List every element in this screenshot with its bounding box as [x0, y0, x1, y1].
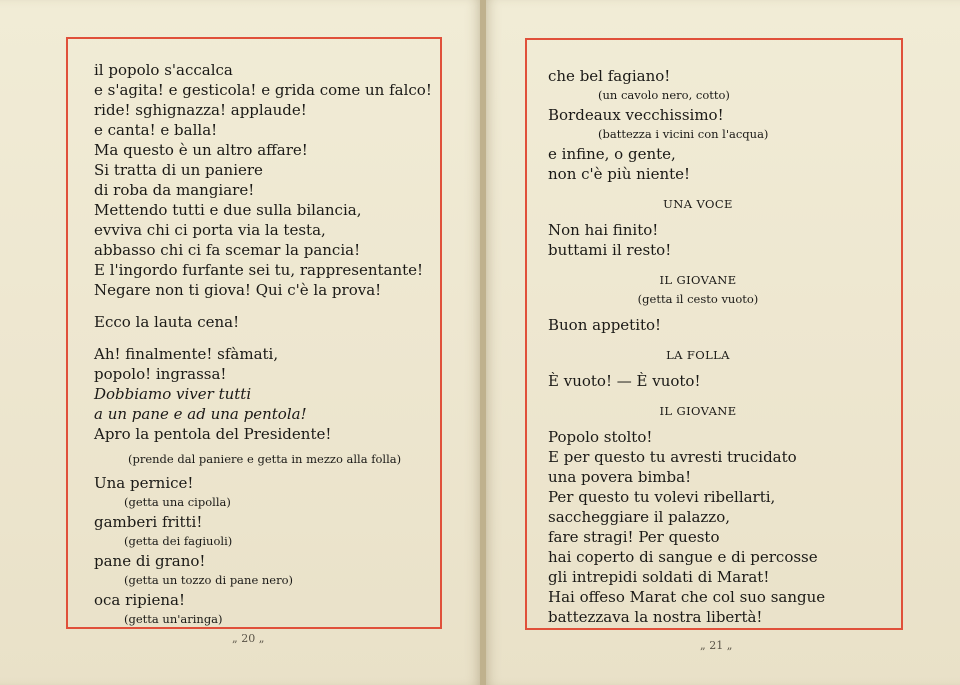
verse-line: che bel fagiano! — [548, 67, 671, 85]
stage-direction: (getta il cesto vuoto) — [637, 292, 759, 306]
stage-direction: (un cavolo nero, cotto) — [598, 88, 730, 102]
verse-line: saccheggiare il palazzo, — [548, 508, 730, 526]
verse-line: Si tratta di un paniere — [94, 161, 263, 179]
verse-line: evviva chi ci porta via la testa, — [94, 221, 326, 239]
verse-line: Non hai finito! — [548, 221, 659, 239]
verse-line: Per questo tu volevi ribellarti, — [548, 488, 776, 506]
verse-line: Buon appetito! — [548, 316, 662, 334]
book-gutter — [480, 0, 486, 685]
verse-line: una povera bimba! — [548, 468, 692, 486]
verse-line: fare stragi! Per questo — [548, 528, 720, 546]
verse-line: e s'agita! e gesticola! e grida come un falco! — [94, 81, 432, 99]
verse-line: e infine, o gente, — [548, 145, 676, 163]
verse-line: gamberi fritti! — [94, 513, 203, 531]
verse-line-italic: Dobbiamo viver tutti — [94, 385, 252, 403]
right-page-text — [548, 66, 888, 627]
page-number-left: „ 20 „ — [232, 632, 265, 645]
verse-line: Una pernice! — [94, 474, 194, 492]
verse-line: oca ripiena! — [94, 591, 186, 609]
verse-line: Popolo stolto! — [548, 428, 653, 446]
verse-line: E per questo tu avresti trucidato — [548, 448, 797, 466]
stage-direction: (prende dal paniere e getta in mezzo alla folla) — [128, 452, 402, 466]
verse-line: popolo! ingrassa! — [94, 365, 227, 383]
verse-line: battezzava la nostra libertà! — [548, 608, 763, 626]
verse-line: Ecco la lauta cena! — [94, 313, 240, 331]
verse-line: Mettendo tutti e due sulla bilancia, — [94, 201, 362, 219]
stage-direction: (battezza i vicini con l'acqua) — [598, 127, 769, 141]
verse-line: Hai offeso Marat che col suo sangue — [548, 588, 826, 606]
speaker-name: LA FOLLA — [666, 348, 730, 362]
verse-line: E l'ingordo furfante sei tu, rappresentante! — [94, 261, 424, 279]
verse-line: buttami il resto! — [548, 241, 672, 259]
verse-line: pane di grano! — [94, 552, 206, 570]
speaker-name: UNA VOCE — [663, 197, 733, 211]
stage-direction: (getta dei fagiuoli) — [124, 534, 233, 548]
verse-line: non c'è più niente! — [548, 165, 691, 183]
verse-line-italic: a un pane e ad una pentola! — [94, 405, 307, 423]
stage-direction: (getta un tozzo di pane nero) — [124, 573, 294, 587]
verse-line: Negare non ti giova! Qui c'è la prova! — [94, 281, 382, 299]
verse-line: Ah! finalmente! sfàmati, — [94, 345, 279, 363]
verse-line: abbasso chi ci fa scemar la pancia! — [94, 241, 361, 259]
verse-line: e canta! e balla! — [94, 121, 218, 139]
verse-line: gli intrepidi soldati di Marat! — [548, 568, 770, 586]
speaker-name: IL GIOVANE — [659, 273, 737, 287]
verse-line: Apro la pentola del Presidente! — [94, 425, 332, 443]
verse-line: hai coperto di sangue e di percosse — [548, 548, 818, 566]
verse-line: il popolo s'accalca — [94, 61, 233, 79]
speaker-name: IL GIOVANE — [659, 404, 737, 418]
stage-direction: (getta una cipolla) — [124, 495, 231, 509]
verse-line: Bordeaux vecchissimo! — [548, 106, 724, 124]
left-page-text — [94, 60, 434, 629]
verse-line: È vuoto! — È vuoto! — [548, 372, 701, 390]
verse-line: Ma questo è un altro affare! — [94, 141, 308, 159]
page-number-right: „ 21 „ — [700, 639, 733, 652]
verse-line: ride! sghignazza! applaude! — [94, 101, 307, 119]
verse-line: di roba da mangiare! — [94, 181, 255, 199]
stage-direction: (getta un'aringa) — [124, 612, 223, 626]
